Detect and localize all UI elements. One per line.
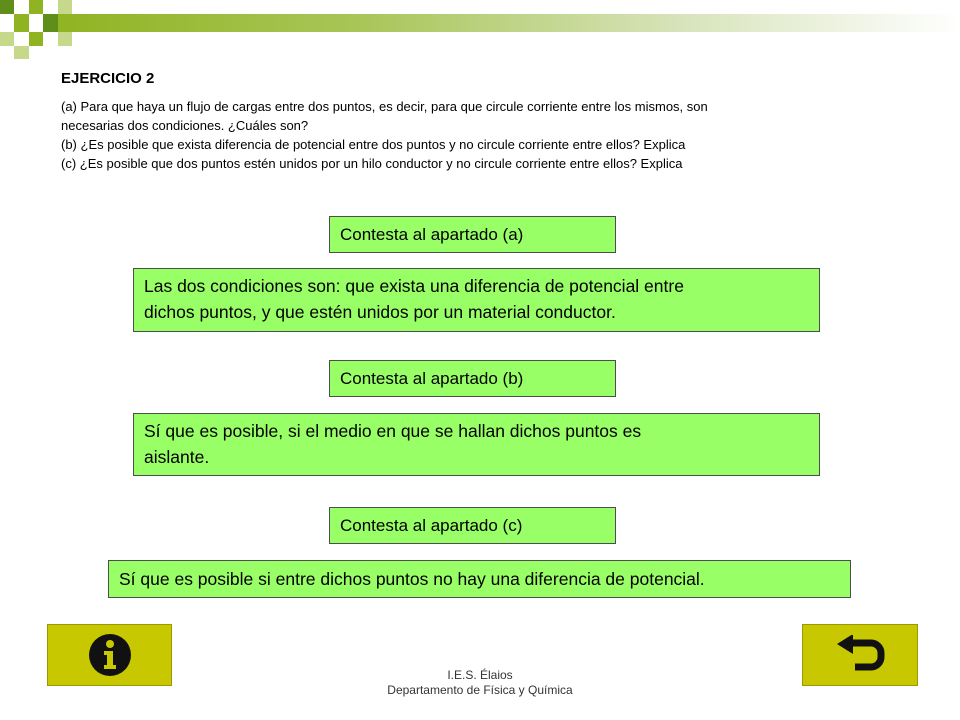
question-c: (c) ¿Es posible que dos puntos estén unidos por un hilo conductor y no circule corriente entre ellos? Explica: [61, 156, 683, 171]
question-b: (b) ¿Es posible que exista diferencia de potencial entre dos puntos y no circule corriente entre ellos? Explica: [61, 137, 686, 152]
header-gradient-band: [48, 14, 960, 32]
return-arrow-icon: [833, 635, 887, 675]
deco-square: [0, 0, 14, 14]
deco-square: [58, 0, 72, 14]
question-a-line1: (a) Para que haya un flujo de cargas entre dos puntos, es decir, para que circule corriente entre los mismos, son: [61, 99, 708, 114]
answer-a-line1: Las dos condiciones son: que exista una diferencia de potencial entre: [144, 276, 684, 296]
return-button[interactable]: [802, 624, 918, 686]
answer-a: [133, 268, 820, 332]
info-icon: [87, 632, 133, 678]
deco-square: [43, 14, 58, 32]
deco-square: [29, 0, 43, 14]
footer-department: Departamento de Física y Química: [387, 683, 573, 697]
questions-text: [61, 97, 921, 173]
footer: [330, 668, 630, 698]
answer-c: Sí que es posible si entre dichos puntos no hay una diferencia de potencial.: [108, 560, 851, 598]
prompt-b-button[interactable]: Contesta al apartado (b): [329, 360, 616, 397]
prompt-a-button[interactable]: Contesta al apartado (a): [329, 216, 616, 253]
prompt-c-button[interactable]: Contesta al apartado (c): [329, 507, 616, 544]
answer-b-line1: Sí que es posible, si el medio en que se hallan dichos puntos es: [144, 421, 642, 441]
answer-b: [133, 413, 820, 476]
answer-b-line2: aislante.: [144, 447, 210, 467]
footer-school: I.E.S. Élaios: [447, 668, 513, 682]
deco-square: [0, 32, 14, 46]
deco-square: [29, 32, 43, 46]
exercise-title: EJERCICIO 2: [61, 70, 155, 87]
question-a-line2: necesarias dos condiciones. ¿Cuáles son?: [61, 118, 309, 133]
deco-square: [58, 32, 72, 46]
answer-a-line2: dichos puntos, y que estén unidos por un material conductor.: [144, 302, 616, 322]
deco-square: [14, 46, 29, 59]
deco-square: [14, 14, 29, 32]
info-button[interactable]: [47, 624, 172, 686]
